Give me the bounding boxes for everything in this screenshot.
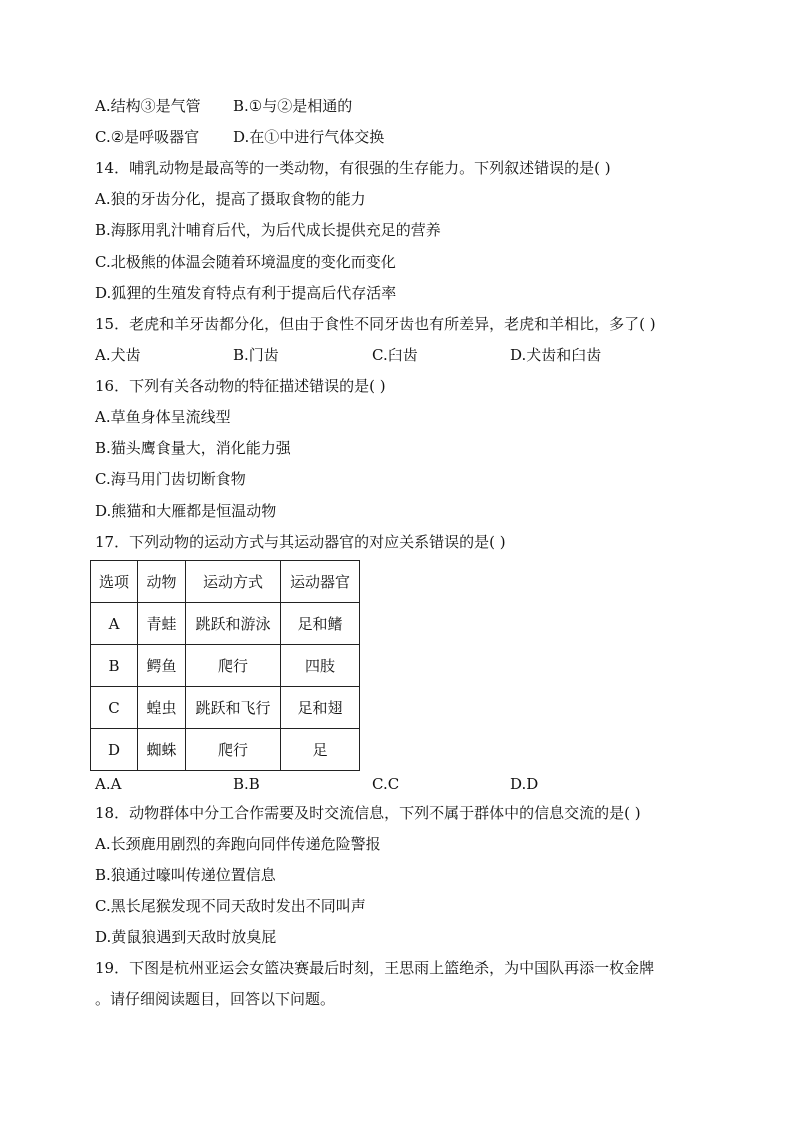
table-cell: 蜘蛛: [138, 729, 186, 771]
table-cell: 四肢: [281, 645, 360, 687]
q16-stem: 16．下列有关各动物的特征描述错误的是( ): [95, 377, 386, 395]
table-row: [91, 729, 360, 771]
q15-option-a: A.犬齿: [95, 346, 141, 364]
q19-stem-line1: 19．下图是杭州亚运会女篮决赛最后时刻，王思雨上篮绝杀，为中国队再添一枚金牌: [95, 959, 655, 977]
table-header-cell: 选项: [91, 561, 138, 603]
q17-option-d: D.D: [510, 775, 539, 793]
table-cell: 爬行: [186, 645, 281, 687]
table-cell: C: [91, 687, 138, 729]
q14-option-b: B.海豚用乳汁哺育后代，为后代成长提供充足的营养: [95, 221, 441, 239]
table-row: [91, 603, 360, 645]
table-cell: D: [91, 729, 138, 771]
q14-option-d: D.狐狸的生殖发育特点有利于提高后代存活率: [95, 284, 397, 302]
table-cell: 足: [281, 729, 360, 771]
q17-option-c: C.C: [372, 775, 400, 793]
table-cell: B: [91, 645, 138, 687]
q17-stem: 17．下列动物的运动方式与其运动器官的对应关系错误的是( ): [95, 533, 506, 551]
q16-option-a: A.草鱼身体呈流线型: [95, 408, 231, 426]
q17-table: [90, 560, 360, 771]
table-header-row: [91, 561, 360, 603]
table-cell: 跳跃和飞行: [186, 687, 281, 729]
q14-option-c: C.北极熊的体温会随着环境温度的变化而变化: [95, 253, 396, 271]
q15-option-c: C.臼齿: [372, 346, 418, 364]
q19-stem-line2: 。请仔细阅读题目，回答以下问题。: [95, 990, 336, 1008]
table-header-cell: 运动方式: [186, 561, 281, 603]
table-header-cell: 动物: [138, 561, 186, 603]
q18-option-b: B.狼通过嚎叫传递位置信息: [95, 866, 276, 884]
q16-option-b: B.猫头鹰食量大，消化能力强: [95, 439, 291, 457]
table-cell: A: [91, 603, 138, 645]
q13-option-d: D.在①中进行气体交换: [233, 128, 385, 146]
table-row: [91, 645, 360, 687]
q17-option-a: A.A: [95, 775, 122, 793]
q18-option-a: A.长颈鹿用剧烈的奔跑向同伴传递危险警报: [95, 835, 381, 853]
q15-option-d: D.犬齿和臼齿: [510, 346, 602, 364]
table-cell: 鳄鱼: [138, 645, 186, 687]
table-cell: 蝗虫: [138, 687, 186, 729]
q15-stem: 15．老虎和羊牙齿都分化，但由于食性不同牙齿也有所差异，老虎和羊相比，多了( ): [95, 315, 656, 333]
q16-option-c: C.海马用门齿切断食物: [95, 470, 246, 488]
table-header-cell: 运动器官: [281, 561, 360, 603]
q18-option-c: C.黑长尾猴发现不同天敌时发出不同叫声: [95, 897, 366, 915]
q13-option-b: B.①与②是相通的: [233, 97, 353, 115]
q13-option-c: C.②是呼吸器官: [95, 128, 200, 146]
q13-option-a: A.结构③是气管: [95, 97, 201, 115]
table-cell: 跳跃和游泳: [186, 603, 281, 645]
q16-option-d: D.熊猫和大雁都是恒温动物: [95, 502, 277, 520]
table-cell: 足和鳍: [281, 603, 360, 645]
q15-option-b: B.门齿: [233, 346, 279, 364]
q18-stem: 18．动物群体中分工合作需要及时交流信息，下列不属于群体中的信息交流的是( ): [95, 804, 641, 822]
q17-option-b: B.B: [233, 775, 260, 793]
q14-stem: 14．哺乳动物是最高等的一类动物，有很强的生存能力。下列叙述错误的是( ): [95, 159, 611, 177]
q14-option-a: A.狼的牙齿分化，提高了摄取食物的能力: [95, 190, 366, 208]
table-cell: 足和翅: [281, 687, 360, 729]
q18-option-d: D.黄鼠狼遇到天敌时放臭屁: [95, 928, 277, 946]
table-row: [91, 687, 360, 729]
table-cell: 青蛙: [138, 603, 186, 645]
table-cell: 爬行: [186, 729, 281, 771]
